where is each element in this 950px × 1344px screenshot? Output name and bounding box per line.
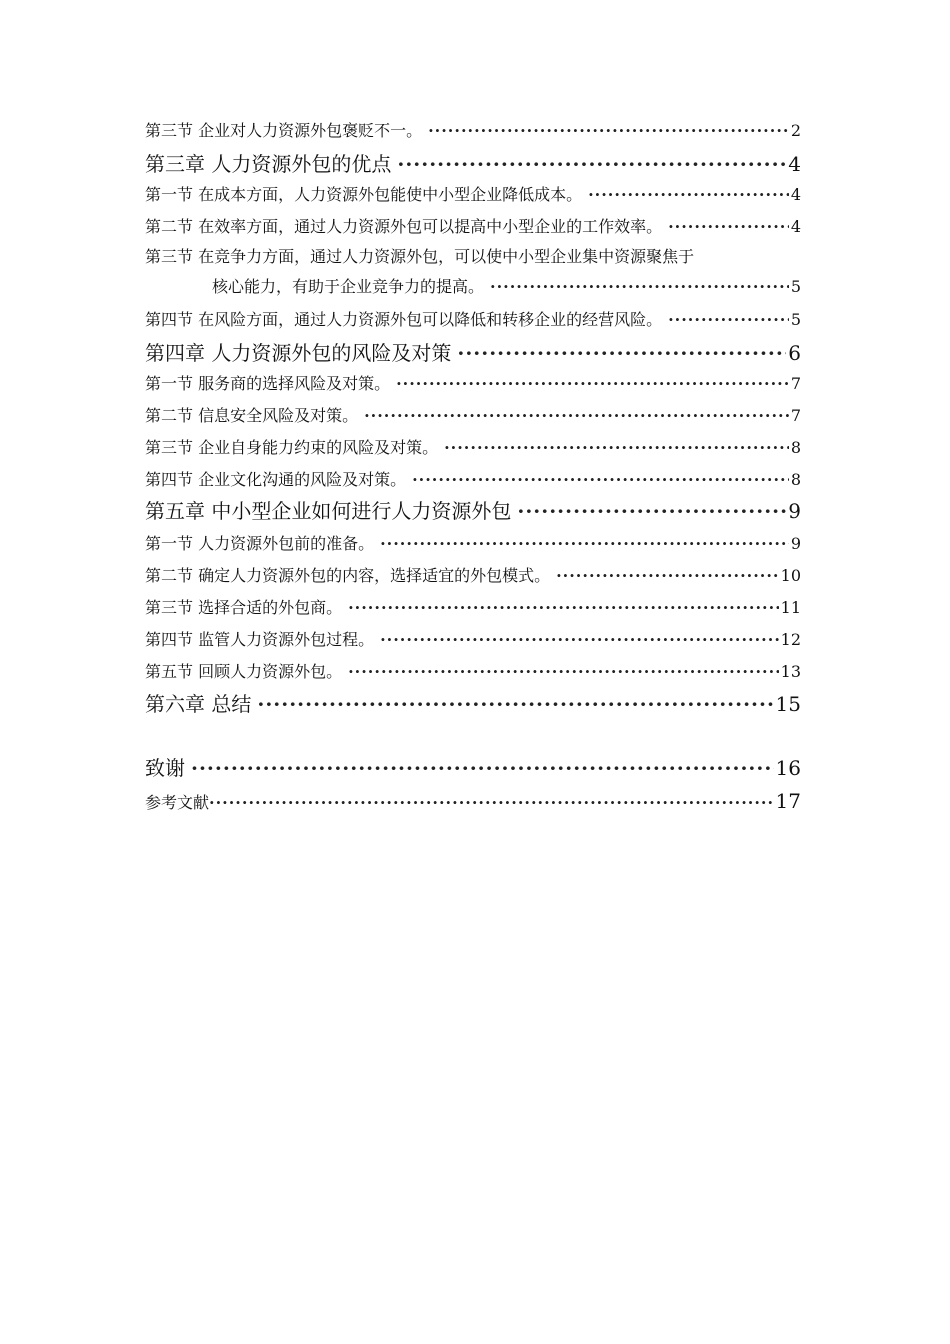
toc-entry-title: 致谢 xyxy=(145,756,185,780)
toc-entry xyxy=(145,435,801,458)
toc-entry xyxy=(145,403,801,426)
toc-entry-page: 10 xyxy=(780,566,801,585)
toc-entry-title: 第三节 企业自身能力约束的风险及对策。 xyxy=(145,438,439,457)
toc-entry-page: 2 xyxy=(790,121,801,140)
dot-leader xyxy=(517,499,786,523)
toc-entry-page: 15 xyxy=(775,692,801,716)
toc-chapter-entry xyxy=(145,148,801,177)
toc-entry-title: 第二节 在效率方面，通过人力资源外包可以提高中小型企业的工作效率。 xyxy=(145,217,663,236)
dot-leader xyxy=(191,756,774,780)
toc-entry xyxy=(145,371,801,394)
toc-entry xyxy=(145,789,801,813)
dot-leader xyxy=(209,793,774,812)
dot-leader xyxy=(397,152,786,176)
dot-leader xyxy=(348,598,779,617)
dot-leader xyxy=(490,277,789,296)
dot-leader xyxy=(668,310,789,329)
dot-leader xyxy=(457,341,786,365)
toc-entry xyxy=(145,659,801,682)
toc-entry-title: 第五章 中小型企业如何进行人力资源外包 xyxy=(145,499,512,523)
toc-entry xyxy=(145,214,801,237)
toc-entry-title: 第三节 企业对人力资源外包褒贬不一。 xyxy=(145,121,423,140)
toc-entry-page: 17 xyxy=(775,789,801,813)
dot-leader xyxy=(412,470,789,489)
toc-entry-title: 第三节 选择合适的外包商。 xyxy=(145,598,343,617)
toc-entry-page: 4 xyxy=(788,152,801,176)
toc-entry-title: 第一节 服务商的选择风险及对策。 xyxy=(145,374,391,393)
toc-entry-page: 7 xyxy=(790,406,801,425)
toc-entry-page: 5 xyxy=(790,310,801,329)
dot-leader xyxy=(364,406,789,425)
dot-leader xyxy=(348,662,779,681)
dot-leader xyxy=(668,217,789,236)
toc-entry-page: 5 xyxy=(790,277,801,296)
dot-leader xyxy=(556,566,779,585)
toc-entry-page: 11 xyxy=(780,598,801,617)
toc-entry-title: 第四节 监管人力资源外包过程。 xyxy=(145,630,375,649)
dot-leader xyxy=(588,185,789,204)
toc-entry-title: 第二节 信息安全风险及对策。 xyxy=(145,406,359,425)
toc-entry-title: 参考文献 xyxy=(145,793,210,812)
toc-entry xyxy=(145,595,801,618)
toc-chapter-entry xyxy=(145,337,801,366)
toc-entry-title: 第四章 人力资源外包的风险及对策 xyxy=(145,341,452,365)
dot-leader xyxy=(380,630,779,649)
toc-chapter-entry xyxy=(145,688,801,717)
toc-entry-title-line1: 第三节 在竞争力方面，通过人力资源外包，可以使中小型企业集中资源聚焦于 xyxy=(145,247,695,266)
toc-entry-title: 第四节 在风险方面，通过人力资源外包可以降低和转移企业的经营风险。 xyxy=(145,310,663,329)
toc-entry-title: 第一节 人力资源外包前的准备。 xyxy=(145,534,375,553)
dot-leader xyxy=(396,374,789,393)
toc-entry-title-line2: 核心能力，有助于企业竞争力的提高。 xyxy=(212,277,485,296)
toc-entry xyxy=(212,274,801,297)
toc-entry xyxy=(145,307,801,330)
dot-leader xyxy=(428,121,789,140)
toc-entry-title: 第三章 人力资源外包的优点 xyxy=(145,152,392,176)
toc-entry-title: 第四节 企业文化沟通的风险及对策。 xyxy=(145,470,407,489)
toc-entry-title: 第五节 回顾人力资源外包。 xyxy=(145,662,343,681)
toc-entry-title: 第六章 总结 xyxy=(145,692,252,716)
toc-entry xyxy=(145,118,801,141)
toc-entry-page: 12 xyxy=(780,630,801,649)
toc-entry xyxy=(145,531,801,554)
dot-leader xyxy=(444,438,789,457)
toc-chapter-entry xyxy=(145,752,801,781)
toc-entry-page: 13 xyxy=(780,662,801,681)
toc-entry xyxy=(145,182,801,205)
toc-entry-page: 9 xyxy=(788,499,801,523)
toc-chapter-entry xyxy=(145,495,801,524)
toc-entry-page: 9 xyxy=(790,534,801,553)
toc-entry xyxy=(145,467,801,490)
toc-entry-page: 4 xyxy=(790,185,801,204)
toc-entry-page: 8 xyxy=(790,470,801,489)
toc-entry-title: 第二节 确定人力资源外包的内容，选择适宜的外包模式。 xyxy=(145,566,551,585)
dot-leader xyxy=(380,534,789,553)
toc-entry xyxy=(145,627,801,650)
toc-entry-page: 7 xyxy=(790,374,801,393)
toc-entry-page: 6 xyxy=(788,341,801,365)
dot-leader xyxy=(257,692,773,716)
toc-entry xyxy=(145,563,801,586)
toc-entry-page: 8 xyxy=(790,438,801,457)
toc-entry-title: 第一节 在成本方面，人力资源外包能使中小型企业降低成本。 xyxy=(145,185,583,204)
toc-entry-page: 4 xyxy=(790,217,801,236)
toc-entry-page: 16 xyxy=(775,756,801,780)
